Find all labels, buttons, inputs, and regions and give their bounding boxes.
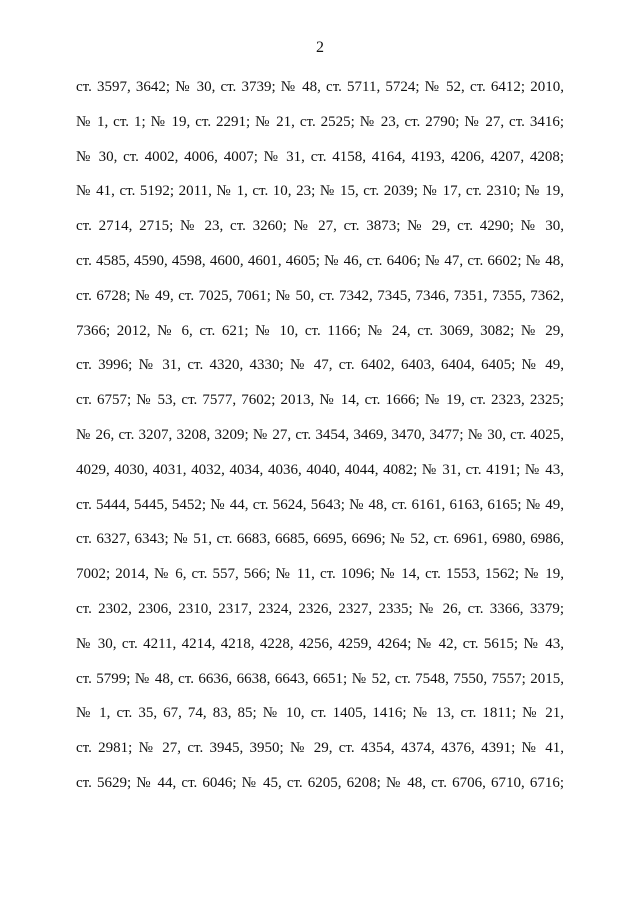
text-line: № 1, ст. 35, 67, 74, 83, 85; № 10, ст. 1405, 1416; № 13, ст. 1811; № 21,	[76, 705, 564, 722]
text-line: ст. 6327, 6343; № 51, ст. 6683, 6685, 6695, 6696; № 52, ст. 6961, 6980, 6986,	[76, 531, 564, 548]
text-line: № 26, ст. 3207, 3208, 3209; № 27, ст. 3454, 3469, 3470, 3477; № 30, ст. 4025,	[76, 426, 564, 443]
text-line: 7002; 2014, № 6, ст. 557, 566; № 11, ст. 1096; № 14, ст. 1553, 1562; № 19,	[76, 566, 564, 583]
text-line: ст. 2714, 2715; № 23, ст. 3260; № 27, ст. 3873; № 29, ст. 4290; № 30,	[76, 218, 564, 235]
body-text	[76, 70, 564, 801]
page-number: 2	[316, 39, 324, 56]
text-line: ст. 3597, 3642; № 30, ст. 3739; № 48, ст. 5711, 5724; № 52, ст. 6412; 2010,	[76, 79, 564, 95]
text-line: № 1, ст. 1; № 19, ст. 2291; № 21, ст. 2525; № 23, ст. 2790; № 27, ст. 3416;	[76, 113, 564, 130]
text-line: ст. 6757; № 53, ст. 7577, 7602; 2013, № 14, ст. 1666; № 19, ст. 2323, 2325;	[76, 392, 564, 409]
text-line: ст. 6728; № 49, ст. 7025, 7061; № 50, ст. 7342, 7345, 7346, 7351, 7355, 7362,	[76, 287, 564, 304]
text-line: № 41, ст. 5192; 2011, № 1, ст. 10, 23; № 15, ст. 2039; № 17, ст. 2310; № 19,	[76, 183, 564, 200]
text-line: № 30, ст. 4002, 4006, 4007; № 31, ст. 4158, 4164, 4193, 4206, 4207, 4208;	[76, 148, 564, 165]
text-line: 7366; 2012, № 6, ст. 621; № 10, ст. 1166; № 24, ст. 3069, 3082; № 29,	[76, 322, 564, 339]
text-line: ст. 2302, 2306, 2310, 2317, 2324, 2326, 2327, 2335; № 26, ст. 3366, 3379;	[76, 600, 564, 617]
text-line: № 30, ст. 4211, 4214, 4218, 4228, 4256, 4259, 4264; № 42, ст. 5615; № 43,	[76, 635, 564, 652]
text-line: ст. 5799; № 48, ст. 6636, 6638, 6643, 6651; № 52, ст. 7548, 7550, 7557; 2015,	[76, 670, 564, 687]
text-line: ст. 5629; № 44, ст. 6046; № 45, ст. 6205, 6208; № 48, ст. 6706, 6710, 6716;	[76, 774, 564, 791]
text-line: 4029, 4030, 4031, 4032, 4034, 4036, 4040, 4044, 4082; № 31, ст. 4191; № 43,	[76, 461, 564, 478]
text-line: ст. 4585, 4590, 4598, 4600, 4601, 4605; № 46, ст. 6406; № 47, ст. 6602; № 48,	[76, 252, 564, 269]
text-line: ст. 3996; № 31, ст. 4320, 4330; № 47, ст. 6402, 6403, 6404, 6405; № 49,	[76, 357, 564, 374]
text-line: ст. 2981; № 27, ст. 3945, 3950; № 29, ст. 4354, 4374, 4376, 4391; № 41,	[76, 740, 564, 757]
text-line: ст. 5444, 5445, 5452; № 44, ст. 5624, 5643; № 48, ст. 6161, 6163, 6165; № 49,	[76, 496, 564, 513]
